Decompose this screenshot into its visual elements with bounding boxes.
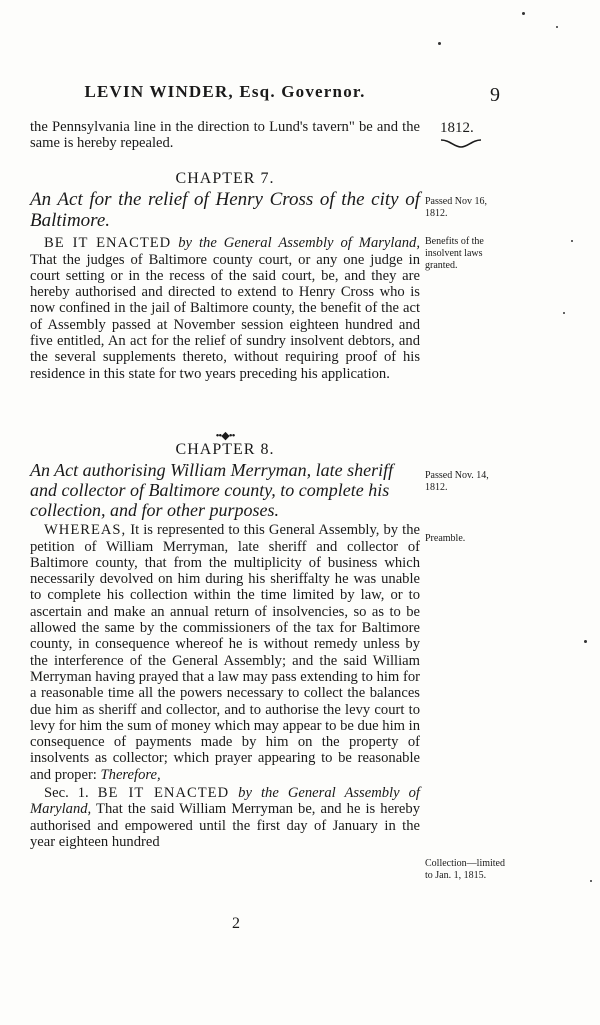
chapter-7-heading: CHAPTER 7. — [175, 170, 275, 187]
scan-speck — [590, 880, 592, 882]
enact-lead: BE IT ENACTED — [44, 235, 172, 252]
chapter-8-heading: CHAPTER 8. — [175, 441, 275, 458]
section-label: Sec. 1. — [44, 785, 89, 802]
section-enact-lead: BE IT ENACTED — [97, 785, 230, 802]
whereas-lead: WHEREAS, — [44, 522, 127, 539]
scan-speck — [438, 42, 441, 45]
running-head: LEVIN WINDER, Esq. Governor. — [84, 82, 366, 101]
therefore-text: Therefore, — [100, 766, 161, 783]
margin-collection: Collection—limited to Jan. 1, 1815. — [425, 858, 505, 881]
ornament-divider-ch8: ••◆•• — [215, 430, 235, 442]
margin-year: 1812. — [440, 120, 474, 136]
chapter-7-title: An Act for the relief of Henry Cross of the city of Baltimore. — [30, 189, 420, 232]
chapter-8 — [30, 428, 420, 850]
margin-passed-ch8: Passed Nov. 14, 1812. — [425, 470, 489, 493]
page-number: 9 — [490, 84, 500, 106]
scan-speck — [584, 640, 587, 643]
scan-speck — [571, 240, 573, 242]
scan-speck — [563, 312, 565, 314]
chapter-7 — [30, 165, 420, 382]
section-1 — [30, 785, 420, 850]
section-text: That the said William Merryman be, and he is hereby authorised and empowered until the first day of January in the year eighteen hundred — [30, 801, 420, 850]
enact-italic: by the General Assembly of Maryland, — [178, 235, 421, 252]
chapter-8-preamble — [30, 522, 420, 783]
scan-speck — [522, 12, 525, 15]
margin-preamble: Preamble. — [425, 533, 466, 544]
brace-ornament — [440, 137, 482, 149]
chapter-8-title: An Act authorising William Merryman, late sheriff and collector of Baltimore county, to complete his collection, and for other purposes. — [30, 460, 394, 521]
signature-mark: 2 — [232, 915, 240, 932]
margin-passed-ch7: Passed Nov 16, 1812. — [425, 196, 487, 219]
continuation-text: the Pennsylvania line in the direction to Lund's tavern" be and the same is hereby repealed. — [30, 119, 420, 152]
section-enact-italic: by the General Assembly of Maryland, — [30, 785, 420, 818]
continuation-block — [30, 119, 420, 152]
margin-benefits: Benefits of the insolvent laws granted. — [425, 236, 484, 271]
chapter-7-text: That the judges of Baltimore county court, or any one judge in court setting or in the recess of the said court, be, and they are hereby authorised and directed to extend to Henry Cross who is now confined in the jail of Baltimore county, the benefit of the act of Assembly passed at November session eighteen hundred and five entitled, An act for the relief of sundry insolvent debtors, and the several supplements thereto, without requiring proof of his residence in this state for two years preceding his application. — [30, 251, 420, 382]
preamble-text: It is represented to this General Assembly, by the petition of William Merryman, late sheriff and collector of Baltimore county, that from the multiplicity of business which necessarily devolved on him during his sheriffalty he was unable to complete his collection within the time limited by law, or to ascertain and make an annual return of insolvencies, so as to be allowed the same by the commissioners of the tax for Baltimore county, in consequence whereof he is without remedy unless by the interference of the General Assembly; and the said William Merryman having prayed that a law may pass extending to him for a reasonable time all the powers necessary to collect the balances due him as sheriff and collector, and to authorise the levy court to levy for him the sum of money which may appear to be due him in consequence of payments made by him on the property of insolvents as collector; which prayer appearing to be reasonable and proper: — [30, 522, 421, 783]
chapter-7-body — [30, 235, 420, 382]
scan-speck — [556, 26, 558, 28]
